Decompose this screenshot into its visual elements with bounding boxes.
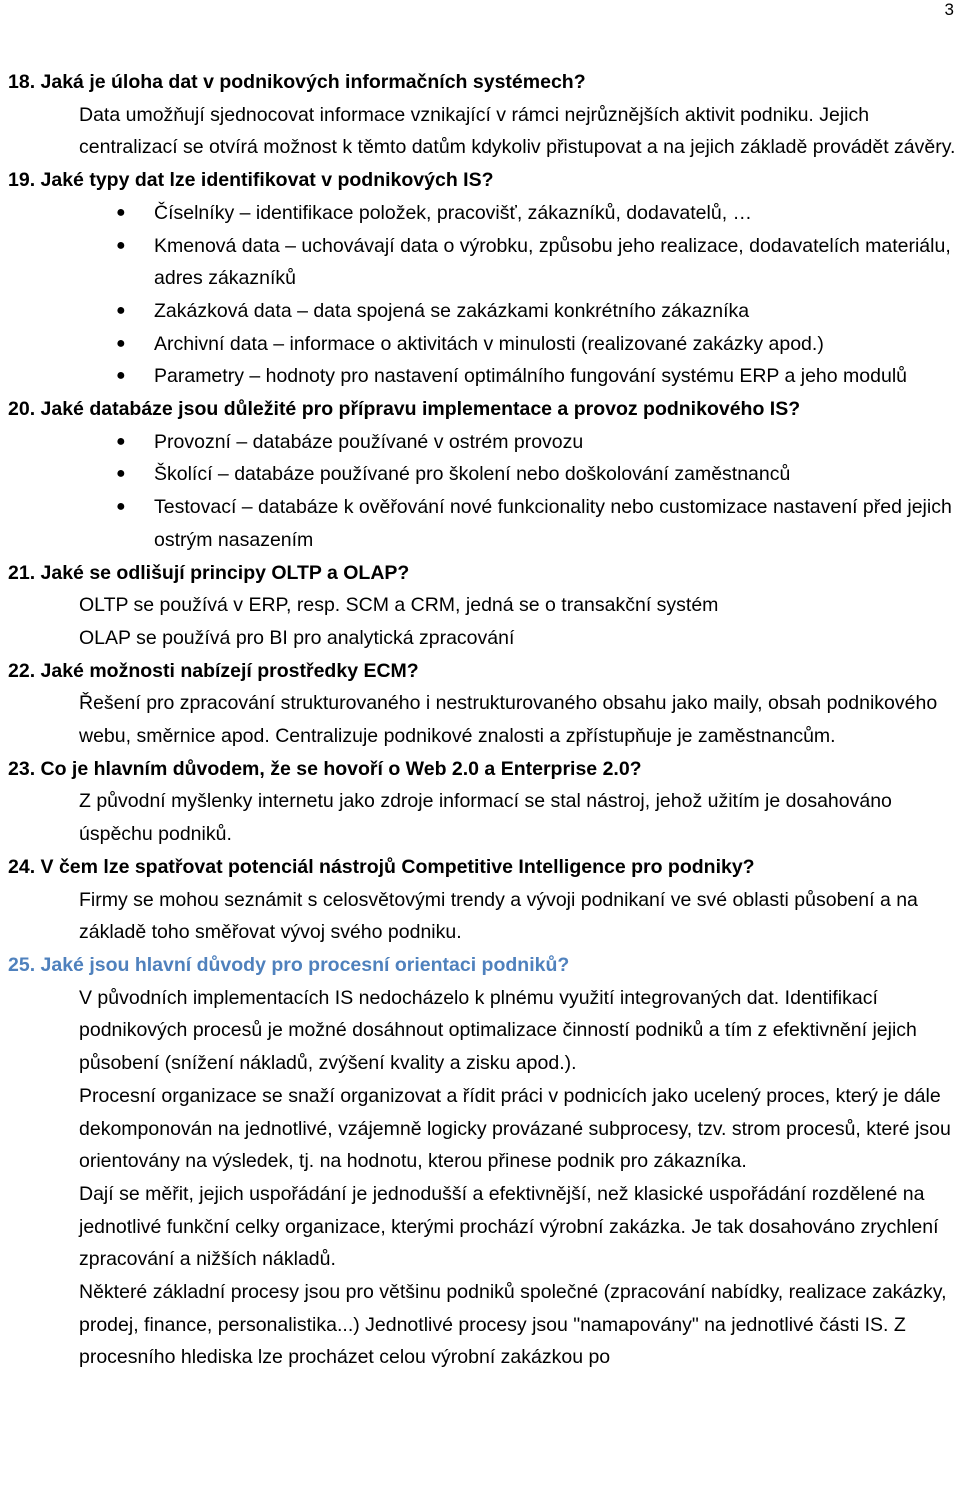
list-item: ● Archivní data – informace o aktivitách v minulosti (realizované zakázky apod.) [8,328,958,361]
answer-paragraph: Některé základní procesy jsou pro většinu podniků společné (zpracování nabídky, realizace zakázky, prodej, finance, personalistika...) Jednotlivé procesy jsou "namapovány" na jednotlivé části IS. Z procesního hlediska lze procházet celou výrobní zakázkou po [79,1281,947,1369]
question-heading: 25. Jaké jsou hlavní důvody pro procesní orientaci podniků? [8,953,570,976]
question-heading: 18. Jaká je úloha dat v podnikových informačních systémech? [8,71,586,93]
question-heading: 20. Jaké databáze jsou důležité pro přípravu implementace a provoz podnikového IS? [8,398,801,421]
bullet-icon: ● [116,236,126,254]
list-item: ● Školící – databáze používané pro školení nebo doškolování zaměstnanců [8,458,958,491]
answer-paragraph: OLAP se používá pro BI pro analytická zpracování [79,626,515,649]
question-heading: 21. Jaké se odlišují principy OLTP a OLAP? [8,561,410,584]
bullet-list [8,197,958,393]
page-number: 3 [944,0,954,19]
question-heading: 24. V čem lze spatřovat potenciál nástrojů Competitive Intelligence pro podniky? [8,855,755,878]
answer-paragraph: Data umožňují sjednocovat informace vznikající v rámci nejrůznějších aktivit podniku. Jejich centralizací se otvírá možnost k těmto datům kdykoliv přistupovat a na jejich základě provádět závěry. [79,103,956,159]
question-heading: 19. Jaké typy dat lze identifikovat v podnikových IS? [8,169,494,192]
section-20 [8,393,958,557]
answer-paragraph: V původních implementacích IS nedocházelo k plnému využití integrovaných dat. Identifikací podnikových procesů je možné dosáhnout optimalizace činností podniků a tím z efektivnění jejich působení (snížení nákladů, zvýšení kvality a zisku apod.). [79,986,917,1075]
answer-paragraph: Z původní myšlenky internetu jako zdroje informací se stal nástroj, jehož užitím je dosahováno úspěchu podniků. [79,790,892,846]
question-heading: 23. Co je hlavním důvodem, že se hovoří o Web 2.0 a Enterprise 2.0? [8,757,642,780]
bullet-icon: ● [116,498,126,516]
section-21 [8,557,958,655]
list-item: ● Testovací – databáze k ověřování nové funkcionality nebo customizace nastavení před jejich ostrým nasazením [8,491,958,556]
bullet-icon: ● [116,367,126,385]
section-18 [8,66,958,164]
answer-paragraph: Řešení pro zpracování strukturovaného i nestrukturovaného obsahu jako maily, obsah podnikového webu, směrnice apod. Centralizuje podnikové znalosti a zpřístupňuje je zaměstnancům. [79,692,938,748]
bullet-icon: ● [116,301,126,319]
answer-paragraph: Procesní organizace se snaží organizovat a řídit práci v podnicích jako ucelený proces, který je dále dekomponován na jednotlivé, vzájemně logicky provázané subprocesy, tzv. strom procesů, které jsou orientovány na výsledek, tj. na hodnotu, kterou přinese podnik pro zákazníka. [79,1084,951,1173]
section-22 [8,655,958,753]
bullet-icon: ● [116,432,126,450]
list-item: ● Zakázková data – data spojená se zakázkami konkrétního zákazníka [8,295,958,328]
section-24 [8,851,958,949]
section-23 [8,753,958,851]
list-item: ● Číselníky – identifikace položek, pracovišť, zákazníků, dodavatelů, … [8,197,958,230]
section-25 [8,949,958,1374]
bullet-icon: ● [116,465,126,483]
answer-paragraph: Firmy se mohou seznámit s celosvětovými trendy a vývoji podnikaní ve své oblasti působení a na základě toho směřovat vývoj svého podniku. [79,888,918,944]
answer-paragraph: OLTP se používá v ERP, resp. SCM a CRM, jedná se o transakční systém [79,594,719,617]
list-item: ● Provozní – databáze používané v ostrém provozu [8,426,958,459]
document-body [8,66,958,1374]
answer-paragraph: Dají se měřit, jejich uspořádání je jednodušší a efektivnější, než klasické uspořádání rozdělené na jednotlivé funkční celky organizace, kterými prochází výrobní zakázka. Je tak dosahováno zrychlení zpracování a nižších nákladů. [79,1182,939,1271]
list-item: ● Parametry – hodnoty pro nastavení optimálního fungování systému ERP a jeho modulů [8,360,958,393]
bullet-list [8,426,958,557]
list-item: ● Kmenová data – uchovávají data o výrobku, způsobu jeho realizace, dodavatelích materiálu, adres zákazníků [8,230,958,295]
bullet-icon: ● [116,334,126,352]
bullet-icon: ● [116,203,126,221]
question-heading: 22. Jaké možnosti nabízejí prostředky ECM? [8,659,419,682]
section-19 [8,164,958,393]
